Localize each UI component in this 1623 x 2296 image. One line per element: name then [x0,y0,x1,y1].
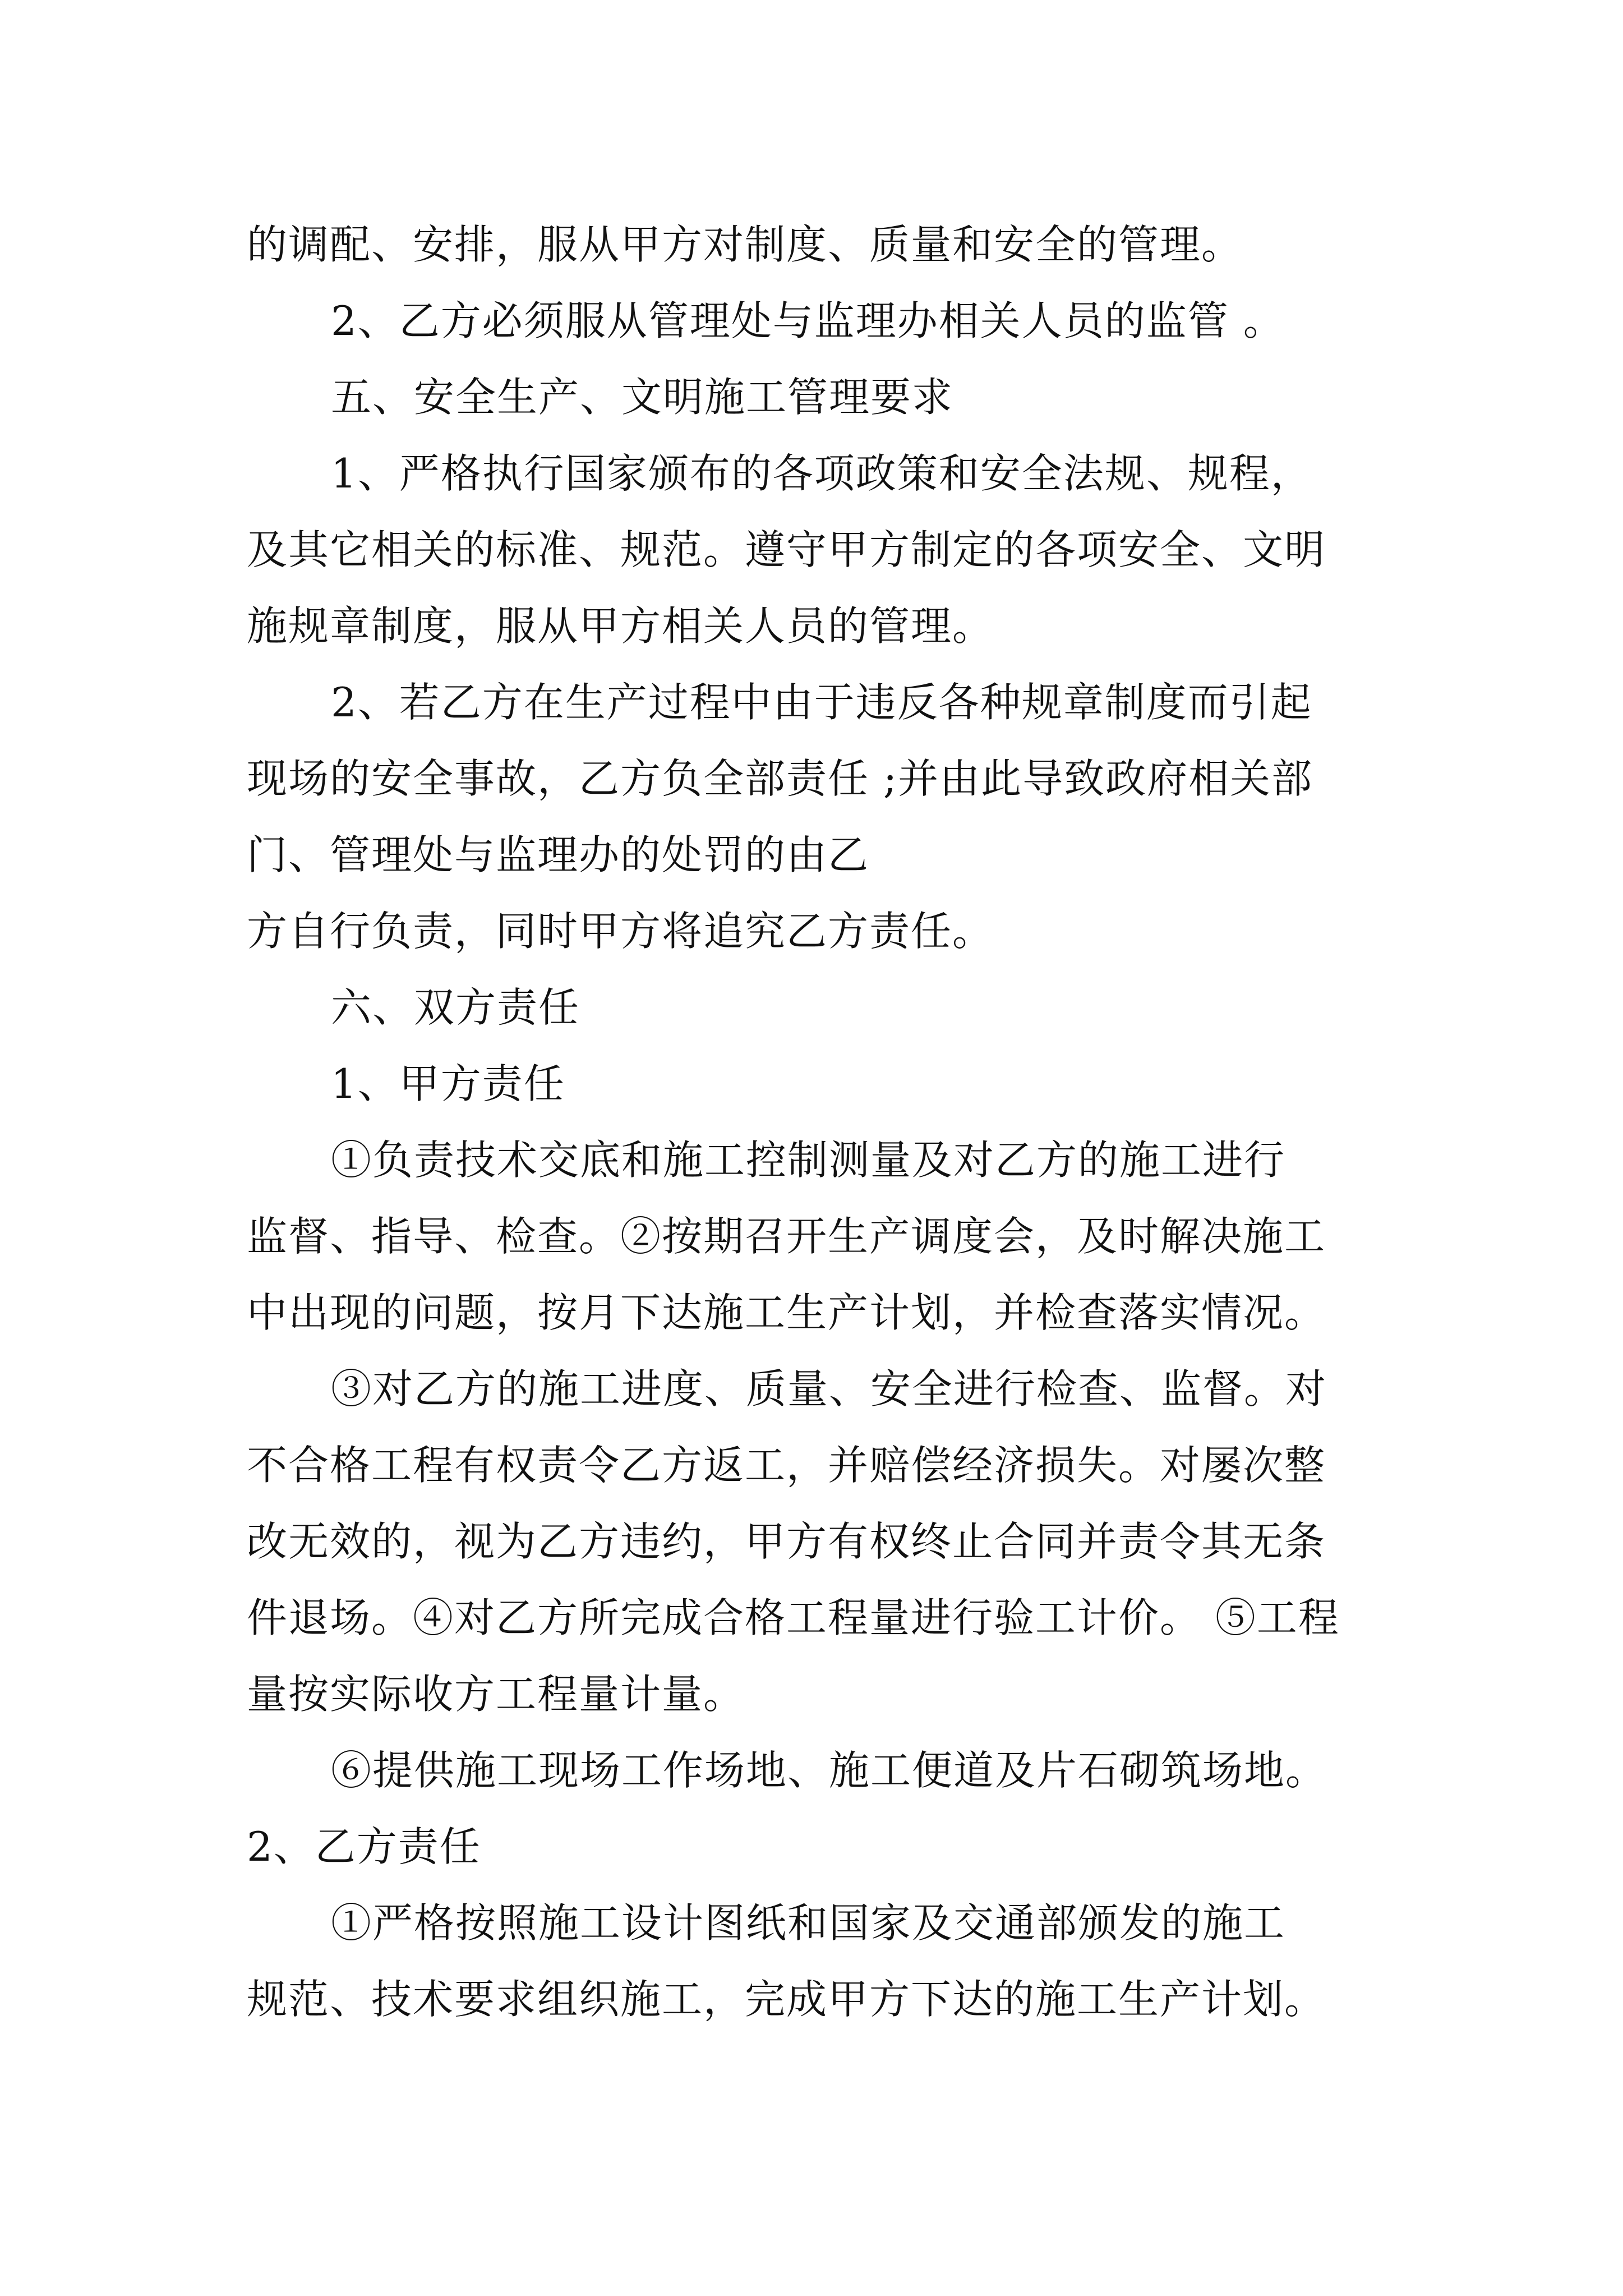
text-line: 不合格工程有权责令乙方返工，并赔偿经济损失。对屡次整 [247,1442,1326,1489]
text-line: 现场的安全事故，乙方负全部责任 ;并由此导致政府相关部 [247,755,1313,802]
text-line: 方自行负责，同时甲方将追究乙方责任。 [247,908,994,955]
text-line: 件退场。④对乙方所完成合格工程量进行验工计价。 ⑤工程 [247,1594,1340,1641]
text-line: 量按实际收方工程量计量。 [247,1671,745,1718]
text-line: 及其它相关的标准、规范。遵守甲方制定的各项安全、文明 [247,526,1326,573]
text-line: 改无效的，视为乙方违约，甲方有权终止合同并责令其无条 [247,1518,1326,1565]
text-line: 的调配、安排，服从甲方对制度、质量和安全的管理。 [247,221,1243,268]
text-line: 门、管理处与监理办的处罚的由乙 [247,831,870,878]
text-line: 中出现的问题，按月下达施工生产计划，并检查落实情况。 [247,1289,1326,1336]
text-line: ⑥提供施工现场工作场地、施工便道及片石砌筑场地。 [331,1747,1327,1794]
text-line: ①负责技术交底和施工控制测量及对乙方的施工进行 [331,1137,1286,1184]
text-line: ③对乙方的施工进度、质量、安全进行检查、监督。对 [331,1365,1327,1412]
section-heading: 六、双方责任 [331,984,580,1031]
text-line: 施规章制度，服从甲方相关人员的管理。 [247,602,994,650]
section-heading: 五、安全生产、文明施工管理要求 [331,374,954,421]
subsection-heading: 2、乙方责任 [247,1823,481,1870]
text-line: 2、乙方必须服从管理处与监理办相关人员的监管 。 [331,297,1285,344]
text-line: 监督、指导、检查。②按期召开生产调度会，及时解决施工 [247,1213,1326,1260]
text-line: 1、严格执行国家颁布的各项政策和安全法规、规程， [331,450,1312,497]
subsection-heading: 1、甲方责任 [331,1060,565,1107]
text-line: ①严格按照施工设计图纸和国家及交通部颁发的施工 [331,1899,1286,1947]
text-line: 2、若乙方在生产过程中由于违反各种规章制度而引起 [331,679,1312,726]
text-line: 规范、技术要求组织施工，完成甲方下达的施工生产计划。 [247,1976,1326,2023]
